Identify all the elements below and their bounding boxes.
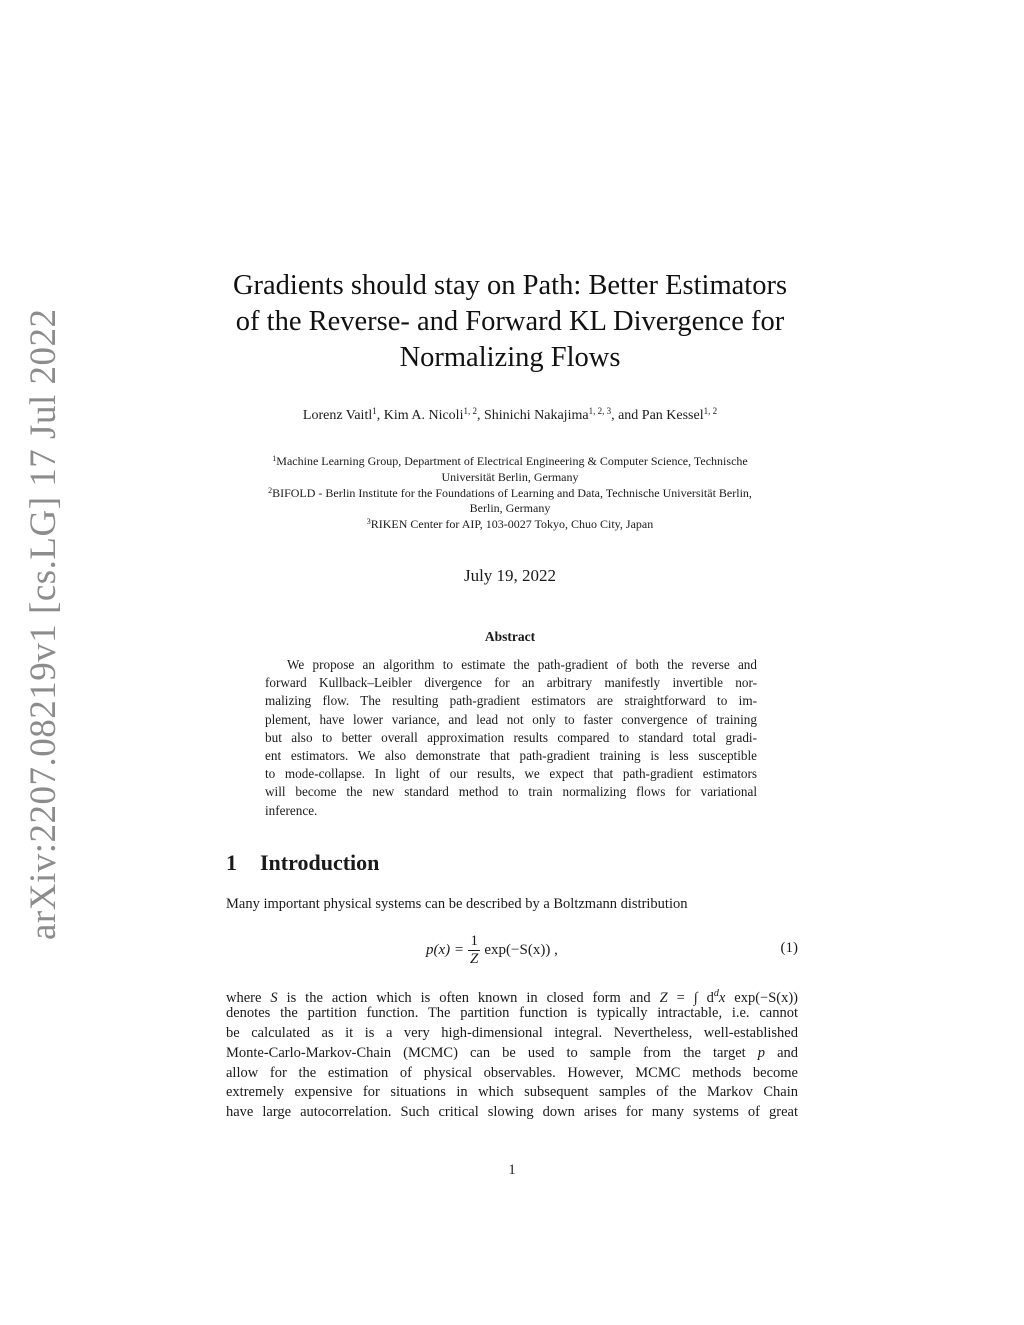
intro-line bbox=[226, 984, 798, 1004]
affil-text: RIKEN Center for AIP, 103-0027 Tokyo, Chuo City, Japan bbox=[370, 517, 654, 532]
math-symbol: S bbox=[270, 989, 278, 1006]
title-line: Normalizing Flows bbox=[399, 342, 621, 373]
intro-line bbox=[226, 1044, 798, 1064]
text-run: is the action which is often known in closed form and bbox=[277, 989, 660, 1006]
math-superscript: d bbox=[713, 988, 719, 999]
section-title: Introduction bbox=[260, 850, 380, 875]
abstract-line: We propose an algorithm to estimate the path-gradient of both the reverse and bbox=[287, 657, 757, 672]
math-symbol: p bbox=[757, 1044, 766, 1061]
math-symbol: Z bbox=[659, 989, 668, 1006]
intro-line: be calculated as it is a very high-dimensional integral. Nevertheless, well-established bbox=[226, 1024, 798, 1041]
equation-1 bbox=[226, 928, 798, 972]
arxiv-stamp: arXiv:2207.08219v1 [cs.LG] 17 Jul 2022 bbox=[23, 308, 64, 940]
page-number: 1 bbox=[508, 1162, 516, 1178]
paper-title bbox=[200, 268, 820, 376]
abstract-line: malizing flow. The resulting path-gradient estimators are straightforward to im- bbox=[265, 693, 757, 709]
intro-line: denotes the partition function. The partition function is typically intractable, i.e. cannot bbox=[226, 1004, 798, 1021]
title-line: of the Reverse- and Forward KL Divergence for bbox=[235, 306, 785, 337]
author-name: Pan Kessel bbox=[641, 408, 704, 423]
affiliation-line: Universität Berlin, Germany bbox=[441, 469, 579, 484]
fraction-denominator: Z bbox=[470, 950, 479, 967]
intro-line: have large autocorrelation. Such critical slowing down arises for many systems of great bbox=[226, 1104, 798, 1121]
affil-mark: 2 bbox=[268, 485, 273, 495]
intro-line: allow for the estimation of physical observables. However, MCMC methods become bbox=[226, 1064, 798, 1081]
intro-first-line: Many important physical systems can be described by a Boltzmann distribution bbox=[226, 896, 688, 912]
paper-date: July 19, 2022 bbox=[463, 566, 557, 585]
abstract-body bbox=[265, 656, 757, 820]
author-sep: , bbox=[376, 408, 384, 423]
author-affil-mark: 1, 2 bbox=[703, 406, 718, 416]
text-run: and bbox=[765, 1044, 798, 1061]
abstract-line: forward Kullback–Leibler divergence for an arbitrary manifestly invertible nor- bbox=[265, 675, 757, 691]
text-run: Monte-Carlo-Markov-Chain (MCMC) can be used to sample from the target bbox=[226, 1044, 758, 1061]
abstract-line: ent estimators. We also demonstrate that path-gradient training is less susceptible bbox=[265, 747, 757, 763]
intro-line: extremely expensive for situations in which subsequent samples of the Markov Chain bbox=[226, 1084, 798, 1101]
affiliation-line bbox=[180, 454, 840, 470]
equation-fraction bbox=[468, 933, 480, 968]
math-text: exp(−S(x)) bbox=[725, 989, 798, 1006]
abstract-line: inference. bbox=[265, 802, 318, 818]
title-line: Gradients should stay on Path: Better Estimators bbox=[232, 270, 788, 301]
author-name: Kim A. Nicoli bbox=[383, 408, 464, 423]
equation-rhs: exp(−S(x)) , bbox=[484, 941, 558, 958]
author-affil-mark: 1, 2 bbox=[463, 406, 477, 416]
affil-text: BIFOLD - Berlin Institute for the Foundations of Learning and Data, Technische Universität Berlin, bbox=[272, 485, 752, 500]
affil-text: Machine Learning Group, Department of Electrical Engineering & Computer Science, Technische bbox=[276, 454, 748, 468]
intro-body bbox=[226, 984, 798, 1123]
author-name: Shinichi Nakajima bbox=[483, 408, 589, 423]
section-number: 1 bbox=[226, 850, 237, 875]
math-text: = ∫ d bbox=[667, 989, 714, 1006]
author-affil-mark: 1 bbox=[372, 406, 377, 416]
affil-mark: 3 bbox=[366, 517, 371, 527]
abstract-line: but also to better overall approximation results compared to standard total gradi- bbox=[265, 729, 757, 745]
equation-expression bbox=[426, 928, 558, 972]
author-affil-mark: 1, 2, 3 bbox=[588, 406, 612, 416]
author-name: Lorenz Vaitl bbox=[302, 408, 373, 423]
affiliation-line bbox=[180, 517, 840, 533]
equation-lhs: p(x) = bbox=[426, 941, 465, 958]
abstract-line: will become the new standard method to train normalizing flows for variational bbox=[265, 784, 757, 800]
math-symbol: x bbox=[718, 989, 726, 1006]
abstract-line: plement, have lower variance, and lead not only to faster convergence of training bbox=[265, 711, 757, 727]
abstract-line: to mode-collapse. In light of our results, we expect that path-gradient estimators bbox=[265, 766, 757, 782]
author-sep: , and bbox=[611, 408, 642, 423]
affiliations bbox=[180, 454, 840, 533]
equation-number: (1) bbox=[780, 940, 798, 956]
author-list bbox=[180, 408, 840, 424]
fraction-numerator: 1 bbox=[470, 932, 478, 949]
abstract-heading: Abstract bbox=[484, 629, 536, 644]
affil-mark: 1 bbox=[272, 454, 277, 463]
author-sep: , bbox=[476, 408, 484, 423]
section-heading bbox=[226, 850, 379, 876]
affiliation-line bbox=[180, 486, 840, 502]
affiliation-line: Berlin, Germany bbox=[469, 501, 551, 516]
text-run: where bbox=[226, 989, 271, 1006]
